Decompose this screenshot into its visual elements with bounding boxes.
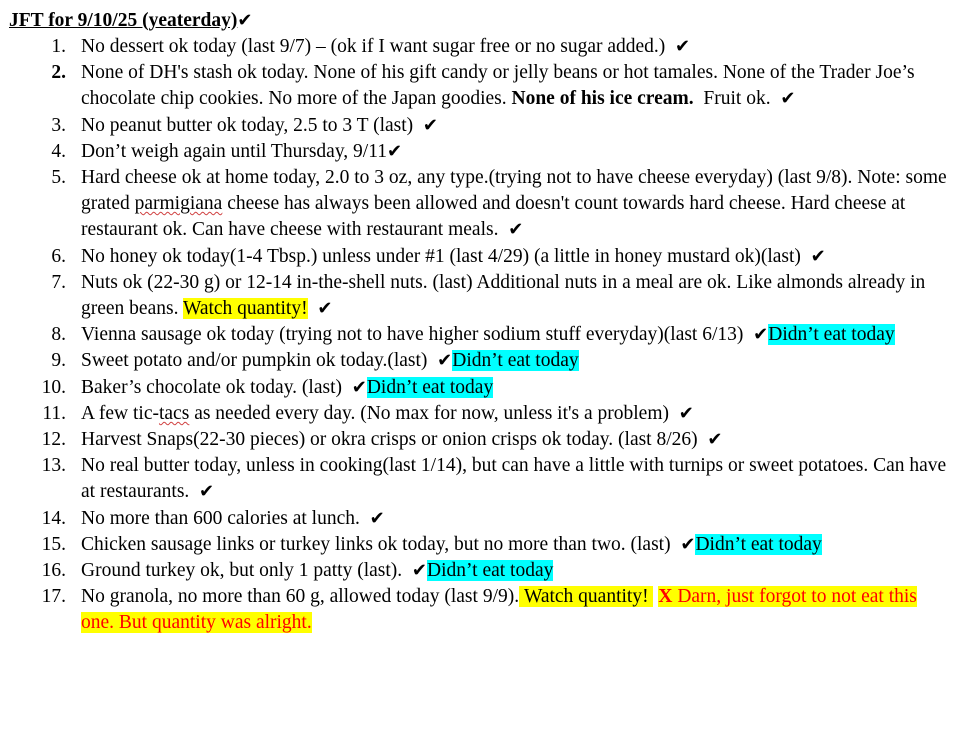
- item-number: 3.: [51, 114, 66, 136]
- x-mark-icon: X: [658, 586, 673, 608]
- checkmark-icon: ✔: [810, 245, 826, 267]
- item-number: 4.: [51, 140, 66, 162]
- list-item: [0, 401, 972, 427]
- checkmark-icon: ✔: [199, 481, 215, 503]
- item-text: Don’t weigh again until Thursday, 9/11: [81, 140, 388, 162]
- item-text: No peanut butter ok today, 2.5 to 3 T (last): [81, 114, 414, 136]
- checkmark-icon: ✔: [411, 560, 428, 582]
- item-text: Nuts ok (22-30 g) or 12-14 in-the-shell nuts. (last) Additional nuts in a meal are ok. Like almonds already in green beans.: [81, 271, 926, 320]
- item-number: 5.: [51, 167, 66, 189]
- checkmark-icon: ✔: [237, 10, 253, 31]
- item-number: 9.: [51, 350, 66, 372]
- item-text: Hard cheese ok at home today, 2.0 to 3 oz, any type.(trying not to have cheese everyday) (last 9/8). Note: some grated: [81, 167, 947, 215]
- item-text: A few tic-: [81, 402, 159, 424]
- item-text: Fruit ok.: [703, 88, 771, 110]
- list-item: [0, 558, 972, 584]
- checkmark-icon: ✔: [317, 298, 333, 320]
- checkmark-icon: ✔: [707, 429, 723, 451]
- item-text: Vienna sausage ok today (trying not to have higher sodium stuff everyday)(last 6/13): [81, 324, 744, 346]
- item-number: 16.: [41, 560, 66, 582]
- checkmark-icon: ✔: [753, 324, 769, 346]
- red-note: Darn, just forgot to not eat this one. But quantity was alright.: [81, 586, 917, 634]
- highlight-cyan-note: Didn’t eat today: [768, 324, 895, 346]
- item-text: No more than 600 calories at lunch.: [81, 507, 360, 529]
- item-number: 11.: [42, 402, 66, 424]
- highlight-cyan-note: Didn’t eat today: [452, 350, 579, 372]
- list-item: [0, 427, 972, 453]
- item-text: No real butter today, unless in cooking(last 1/14), but can have a little with turnips or sweet potatoes. Can have at restaurants.: [81, 455, 947, 503]
- highlight-cyan-note: Didn’t eat today: [427, 560, 554, 582]
- item-text: as needed every day. (No max for now, unless it's a problem): [194, 402, 669, 424]
- item-text: Ground turkey ok, but only 1 patty (last).: [81, 560, 403, 582]
- spellcheck-word: tacs: [158, 402, 190, 424]
- item-number: 12.: [41, 429, 66, 451]
- checkmark-icon: ✔: [387, 140, 403, 162]
- item-text: Baker’s chocolate ok today. (last): [81, 376, 342, 398]
- list-item: [0, 244, 972, 270]
- item-text: Sweet potato and/or pumpkin ok today.(last): [81, 350, 428, 372]
- checkmark-icon: ✔: [678, 402, 694, 424]
- highlight-cyan-note: Didn’t eat today: [695, 533, 822, 555]
- item-number: 13.: [41, 455, 66, 477]
- item-bold-text: None of his ice cream.: [511, 88, 694, 110]
- list-item: [0, 506, 972, 532]
- checkmark-icon: ✔: [422, 114, 439, 136]
- checkmark-icon: ✔: [508, 219, 524, 241]
- item-text: No honey ok today(1-4 Tbsp.) unless under #1 (last 4/29) (a little in honey mustard ok)(last): [81, 245, 801, 267]
- item-number: 14.: [41, 507, 66, 529]
- spellcheck-word: parmigiana: [134, 193, 223, 215]
- item-text: None of DH's stash ok today. None of his gift candy or jelly beans or hot tamales. None of the Trader Joe’s chocolate chip cookies. No more of the Japan goodies.: [81, 62, 915, 110]
- item-number: 8.: [51, 324, 66, 346]
- checkmark-icon: ✔: [680, 533, 696, 555]
- list-item: [0, 375, 972, 401]
- highlight-cyan-note: Didn’t eat today: [366, 376, 494, 398]
- highlight-yellow: Watch quantity!: [182, 298, 308, 320]
- item-number: 10.: [41, 376, 66, 398]
- item-text: Chicken sausage links or turkey links ok today, but no more than two. (last): [81, 533, 671, 555]
- item-text: No dessert ok today (last 9/7) – (ok if I want sugar free or no sugar added.): [81, 36, 666, 57]
- list-item: [0, 453, 972, 505]
- list-item: [0, 348, 972, 374]
- checkmark-icon: ✔: [351, 376, 367, 398]
- item-text: cheese has always been allowed and doesn't count towards hard cheese. Hard cheese at restaurant ok. Can have cheese with restaurant meals.: [81, 193, 906, 241]
- list-item: [0, 139, 972, 165]
- highlight-yellow: Watch quantity!: [523, 586, 649, 608]
- item-number: 7.: [51, 271, 66, 293]
- list-item: [0, 165, 972, 244]
- checkmark-icon: ✔: [780, 88, 796, 110]
- list-item: [0, 322, 972, 348]
- list-item: [0, 60, 972, 112]
- checklist: [0, 34, 972, 637]
- item-number: 1.: [51, 36, 66, 57]
- item-number: 15.: [41, 533, 66, 555]
- item-text: No granola, no more than 60 g, allowed today (last 9/9).: [81, 586, 520, 608]
- item-number: 2.: [51, 62, 66, 84]
- item-text: Harvest Snaps(22-30 pieces) or okra crisps or onion crisps ok today. (last 8/26): [81, 429, 698, 451]
- list-item: [0, 270, 972, 322]
- title-text: JFT for 9/10/25 (yeaterday): [9, 10, 238, 31]
- list-item: [0, 113, 972, 139]
- list-item: [0, 34, 972, 60]
- checkmark-icon: ✔: [369, 507, 385, 529]
- checkmark-icon: ✔: [437, 350, 453, 372]
- item-number: 17.: [41, 586, 66, 608]
- item-number: 6.: [51, 245, 66, 267]
- list-item: [0, 532, 972, 558]
- document-title: [9, 8, 972, 34]
- checkmark-icon: ✔: [675, 36, 691, 57]
- list-item: [0, 584, 972, 636]
